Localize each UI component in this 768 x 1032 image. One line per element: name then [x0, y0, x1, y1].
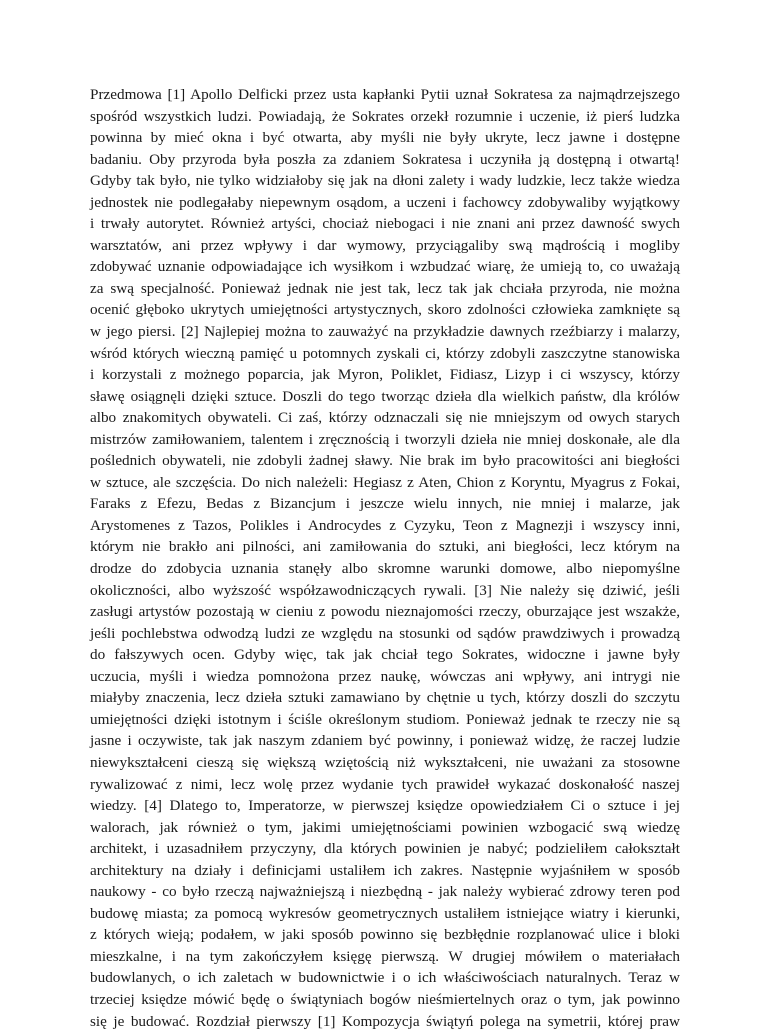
text-line: uczucia, myśli i wiedza pomnożona przez naukę, wówczas ani wpływy, ani intrygi nie	[90, 667, 680, 685]
text-line: zdobywać uznanie odpowiadające ich wysiłkom i wzbudzać wiarę, że umieją to, co uważają	[90, 258, 680, 276]
text-line: niewykształceni cieszą się większą wziętością niż wykształceni, nie uważani za stosowne	[90, 753, 680, 771]
text-line: do fałszywych ocen. Gdyby więc, tak jak chciał tego Sokrates, widoczne i jawne były	[90, 646, 680, 664]
text-line: spośród wszystkich ludzi. Powiadają, że Sokrates orzekł rozumnie i uczenie, iż pierś ludzka	[90, 107, 680, 125]
body-text	[90, 84, 680, 1032]
text-line: albo znakomitych obywateli. Ci zaś, którzy odznaczali się nie mniejszym od owych starych	[90, 409, 680, 427]
text-line: i korzystali z możnego poparcia, jak Myron, Poliklet, Fidiasz, Lizyp i ci wszyscy, którzy	[90, 366, 680, 384]
text-line: naukowy - co było rzeczą najważniejszą i niezbędną - jak należy wybierać zdrowy teren pod	[90, 883, 680, 901]
text-line: którym nie brakło ani pilności, ani zamiłowania do sztuki, ani biegłości, lecz którym na	[90, 538, 680, 556]
text-line: mistrzów zamiłowaniem, talentem i zręcznością i tworzyli dzieła nie mniej doskonałe, ale dla	[90, 430, 680, 448]
text-line: Arystomenes z Tazos, Polikles i Androcydes z Cyzyku, Teon z Magnezji i wszyscy inni,	[90, 516, 680, 534]
text-line: za swą specjalność. Ponieważ jednak nie jest tak, lecz tak jak chciała przyroda, nie można	[90, 279, 680, 297]
text-line: w jego piersi. [2] Najlepiej można to zauważyć na przykładzie dawnych rzeźbiarzy i malarzy,	[90, 323, 680, 341]
text-line: miałyby znaczenia, lecz dzieła sztuki zamawiano by chętnie u tych, którzy doszli do szczytu	[90, 689, 680, 707]
text-line: budowę miasta; za pomocą wykresów geometrycznych ustaliłem istniejące wiatry i kierunki,	[90, 904, 680, 922]
text-line: poślednich obywateli, nie zdobyli żadnej sławy. Nie brak im było pracowitości ani biegłości	[90, 452, 680, 470]
text-line: rywalizować z nimi, lecz wolę przez wydanie tych prawideł wykazać doskonałość naszej	[90, 775, 680, 793]
text-line: w sztuce, ale szczęścia. Do nich należeli: Hegiasz z Aten, Chion z Koryntu, Myagrus z Fokai,	[90, 473, 680, 491]
text-line: z których wieją; podałem, w jaki sposób powinno się bezbłędnie rozplanować ulice i bloki	[90, 926, 680, 944]
text-line: sławę osiągnęli dzięki sztuce. Doszli do tego tworząc dzieła dla wielkich państw, dla królów	[90, 387, 680, 405]
text-line: architektury na działy i definicjami ustaliłem ich zakres. Następnie wyjaśniłem w sposób	[90, 861, 680, 879]
text-line: się je budować. Rozdział pierwszy [1] Kompozycja świątyń polega na symetrii, której praw	[90, 1012, 680, 1030]
text-line: warsztatów, ani przez wpływy i dar wymowy, przyciągaliby swą mądrością i mogliby	[90, 236, 680, 254]
text-line: mieszkalne, i na tym zakończyłem księgę pierwszą. W drugiej mówiłem o materiałach	[90, 947, 680, 965]
text-line: zasługi artystów pozostają w cieniu z powodu nieznajomości rzeczy, oburzające jest wszakże,	[90, 603, 680, 621]
text-line: walorach, jak również o tym, jakimi umiejętnościami powinien wzbogacić swą wiedzę	[90, 818, 680, 836]
text-line: budowlanych, o ich zaletach w budownictwie i o ich właściwościach naturalnych. Teraz w	[90, 969, 680, 987]
text-line: jasne i oczywiste, tak jak naszym zdaniem być powinny, i ponieważ widzę, że raczej ludzie	[90, 732, 680, 750]
text-line: Przedmowa [1] Apollo Delficki przez usta kapłanki Pytii uznał Sokratesa za najmądrzejszego	[90, 86, 680, 103]
text-line: architekt, i uzasadniłem przyczyny, dla których powinien je nabyć; podzieliłem całokształt	[90, 840, 680, 858]
text-line: badaniu. Oby przyroda była poszła za zdaniem Sokratesa i uczyniła ją dostępną i otwartą!	[90, 150, 680, 168]
text-line: jednostek nie podlegałaby niepewnym osądom, a uczeni i fachowcy zdobywaliby wyjątkowy	[90, 193, 680, 211]
text-line: drodze do zdobycia uznania stanęły albo skromne warunki domowe, albo niepomyślne	[90, 560, 680, 578]
text-line: Faraks z Efezu, Bedas z Bizancjum i jeszcze wielu innych, nie mniej i malarze, jak	[90, 495, 680, 513]
text-line: jeśli pochlebstwa odwodzą ludzi ze względu na stosunki od sądów prawdziwych i prowadzą	[90, 624, 680, 642]
text-line: umiejętności dzięki istotnym i ściśle określonym studiom. Ponieważ jednak te rzeczy nie są	[90, 710, 680, 728]
text-line: wśród których wieczną pamięć u potomnych zyskali ci, którzy zdobyli zaszczytne stanowiska	[90, 344, 680, 362]
text-line: i trwały autorytet. Również artyści, chociaż niebogaci i nie znani ani przez dawność swych	[90, 215, 680, 233]
text-line: trzeciej księdze mówić będę o świątyniach bogów nieśmiertelnych oraz o tym, jak powinno	[90, 990, 680, 1008]
text-line: okoliczności, albo wyższość współzawodniczących rywali. [3] Nie należy się dziwić, jeśli	[90, 581, 680, 599]
text-line: ocenić głęboko ukrytych umiejętności artystycznych, skoro zdolności człowieka zamknięte są	[90, 301, 680, 319]
text-line: wiedzy. [4] Dlatego to, Imperatorze, w pierwszej księdze opowiedziałem Ci o sztuce i jej	[90, 797, 680, 815]
text-line: powinna by mieć okna i być otwarta, aby myśli nie były ukryte, lecz jawne i dostępne	[90, 129, 680, 147]
text-line: Gdyby tak było, nie tylko widziałoby się jak na dłoni zalety i wady ludzkie, lecz także wiedza	[90, 172, 680, 190]
